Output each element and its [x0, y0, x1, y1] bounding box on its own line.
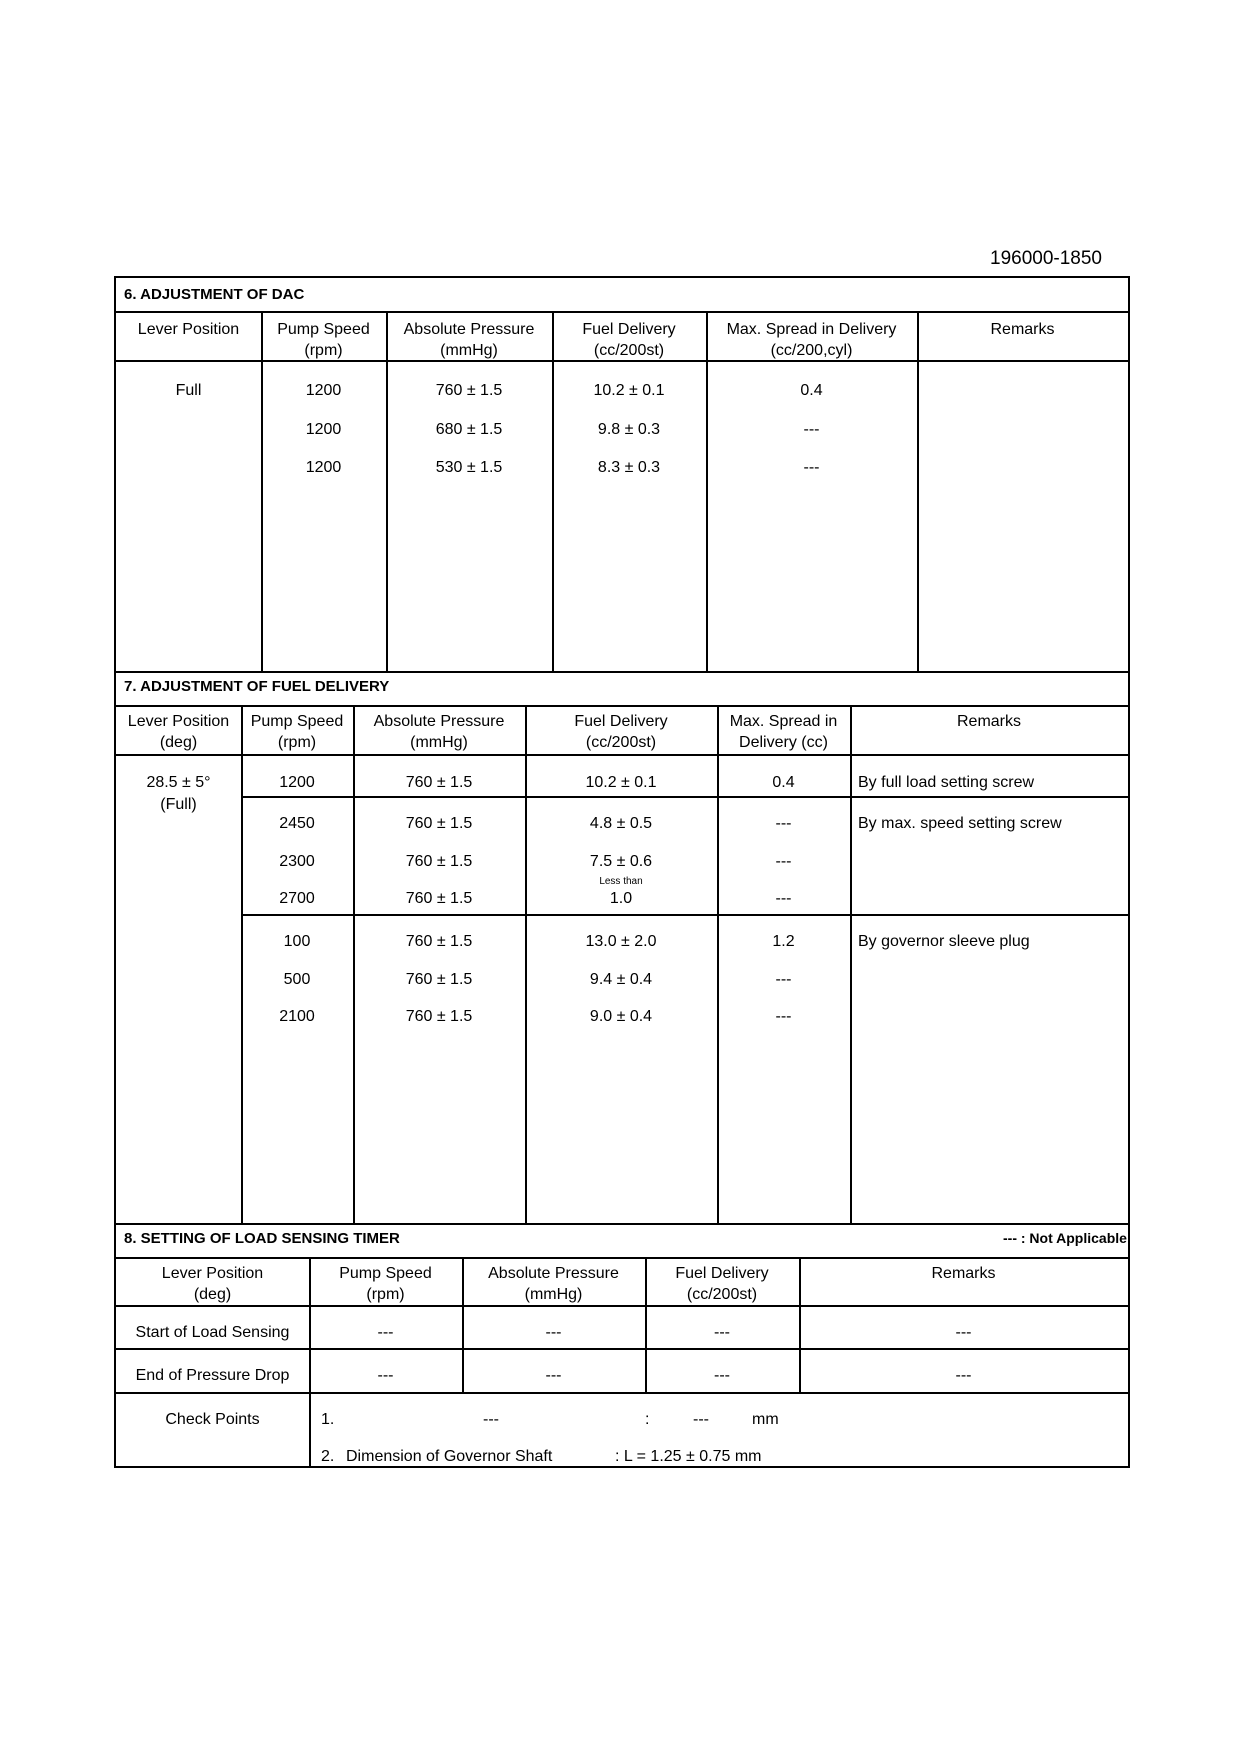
remarks-cell: By governor sleeve plug	[858, 933, 1030, 950]
absolute-pressure-cell: 760 ± 1.5	[405, 971, 473, 988]
header-lever-position: Lever Position	[137, 321, 240, 338]
column-divider	[850, 705, 852, 1223]
header-lever-position-unit: (deg)	[159, 734, 198, 751]
header-absolute-pressure: Absolute Pressure	[373, 713, 505, 730]
header-lever-position: Lever Position	[161, 1265, 264, 1282]
absolute-pressure-cell: 530 ± 1.5	[435, 459, 503, 476]
fuel-delivery-cell: 1.0	[609, 890, 633, 907]
fuel-delivery-cell: 9.0 ± 0.4	[589, 1008, 653, 1025]
divider	[116, 671, 1128, 673]
pump-speed-cell: 1200	[279, 774, 315, 791]
absolute-pressure-cell: 760 ± 1.5	[405, 853, 473, 870]
section7-title: 7. ADJUSTMENT OF FUEL DELIVERY	[124, 678, 390, 695]
remarks-cell: ---	[955, 1367, 972, 1384]
header-max-spread-unit: (cc/200,cyl)	[770, 342, 853, 359]
divider	[116, 1305, 1128, 1307]
header-pump-speed: Pump Speed	[339, 1265, 432, 1282]
remarks-cell: ---	[955, 1324, 972, 1341]
max-spread-cell: 1.2	[772, 933, 795, 950]
header-max-spread: Max. Spread in Delivery	[726, 321, 897, 338]
divider	[116, 705, 1128, 707]
absolute-pressure-cell: 760 ± 1.5	[405, 815, 473, 832]
header-absolute-pressure-unit: (mmHg)	[524, 1286, 583, 1303]
header-max-spread-unit: Delivery (cc)	[739, 734, 828, 751]
header-remarks: Remarks	[956, 713, 1021, 730]
max-spread-cell: 0.4	[800, 382, 823, 399]
fuel-delivery-cell: 13.0 ± 2.0	[585, 933, 657, 950]
header-pump-speed-unit: (rpm)	[366, 1286, 405, 1303]
check-points-label: Check Points	[165, 1411, 260, 1428]
header-max-spread: Max. Spread in	[729, 713, 838, 730]
header-absolute-pressure-unit: (mmHg)	[410, 734, 468, 751]
divider	[116, 1392, 1128, 1394]
check-point-1-number: 1.	[321, 1411, 335, 1428]
check-point-1-unit: mm	[752, 1411, 779, 1428]
group-divider	[241, 914, 1128, 916]
divider	[116, 1348, 1128, 1350]
header-fuel-delivery: Fuel Delivery	[675, 1265, 769, 1282]
fuel-delivery-cell: ---	[714, 1367, 730, 1384]
max-spread-cell: ---	[775, 890, 792, 907]
section8-title: 8. SETTING OF LOAD SENSING TIMER	[124, 1230, 400, 1247]
fuel-delivery-cell: 7.5 ± 0.6	[589, 853, 653, 870]
header-pump-speed-unit: (rpm)	[304, 342, 343, 359]
header-lever-position: Lever Position	[127, 713, 230, 730]
fuel-delivery-cell: ---	[714, 1324, 730, 1341]
column-divider	[917, 311, 919, 671]
max-spread-cell: ---	[775, 815, 792, 832]
lever-position-value: 28.5 ± 5°	[146, 774, 211, 791]
row-label: End of Pressure Drop	[135, 1367, 290, 1384]
divider	[116, 1257, 1128, 1259]
column-divider	[706, 311, 708, 671]
check-point-1-colon: :	[645, 1411, 650, 1428]
pump-speed-cell: ---	[377, 1324, 394, 1341]
group-divider	[241, 796, 1128, 798]
absolute-pressure-cell: ---	[545, 1324, 562, 1341]
pump-speed-cell: 1200	[305, 421, 342, 438]
spec-table	[114, 276, 1130, 1468]
max-spread-cell: 0.4	[772, 774, 795, 791]
fuel-delivery-cell: 8.3 ± 0.3	[597, 459, 661, 476]
header-fuel-delivery-unit: (cc/200st)	[585, 734, 657, 751]
fuel-delivery-cell: 10.2 ± 0.1	[593, 382, 665, 399]
column-divider	[552, 311, 554, 671]
header-remarks: Remarks	[990, 321, 1055, 338]
check-point-1-name: ---	[483, 1411, 499, 1428]
divider	[116, 311, 1128, 313]
section6-title: 6. ADJUSTMENT OF DAC	[124, 286, 305, 303]
divider	[116, 754, 1128, 756]
pump-speed-cell: 100	[283, 933, 311, 950]
fuel-delivery-cell: 9.4 ± 0.4	[589, 971, 653, 988]
max-spread-cell: ---	[775, 1008, 792, 1025]
fuel-delivery-cell: 4.8 ± 0.5	[589, 815, 653, 832]
fuel-delivery-cell: 9.8 ± 0.3	[597, 421, 661, 438]
max-spread-cell: ---	[803, 459, 820, 476]
max-spread-cell: ---	[775, 853, 792, 870]
column-divider	[261, 311, 263, 671]
header-absolute-pressure: Absolute Pressure	[403, 321, 535, 338]
header-absolute-pressure: Absolute Pressure	[488, 1265, 619, 1282]
absolute-pressure-cell: 760 ± 1.5	[405, 1008, 473, 1025]
remarks-cell: By full load setting screw	[858, 774, 1035, 791]
divider	[116, 1223, 1128, 1225]
pump-speed-cell: 2450	[279, 815, 315, 832]
pump-speed-cell: 1200	[305, 382, 342, 399]
row-label: Start of Load Sensing	[135, 1324, 290, 1341]
check-point-2-number: 2.	[321, 1448, 335, 1465]
absolute-pressure-cell: 680 ± 1.5	[435, 421, 503, 438]
absolute-pressure-cell: ---	[545, 1367, 562, 1384]
remarks-cell: By max. speed setting screw	[858, 815, 1062, 832]
header-remarks: Remarks	[931, 1265, 996, 1282]
pump-speed-cell: 2700	[279, 890, 315, 907]
not-applicable-legend: --- : Not Applicable	[1003, 1230, 1127, 1246]
absolute-pressure-cell: 760 ± 1.5	[435, 382, 503, 399]
check-point-2-value: : L = 1.25 ± 0.75 mm	[615, 1448, 762, 1465]
check-point-1-value: ---	[693, 1411, 709, 1428]
header-fuel-delivery: Fuel Delivery	[574, 713, 668, 730]
header-pump-speed-unit: (rpm)	[277, 734, 317, 751]
header-lever-position-unit: (deg)	[193, 1286, 232, 1303]
header-fuel-delivery-unit: (cc/200st)	[593, 342, 665, 359]
column-divider	[386, 311, 388, 671]
fuel-delivery-cell: 10.2 ± 0.1	[585, 774, 657, 791]
header-absolute-pressure-unit: (mmHg)	[440, 342, 498, 359]
header-pump-speed: Pump Speed	[277, 321, 370, 338]
header-fuel-delivery-unit: (cc/200st)	[686, 1286, 758, 1303]
pump-speed-cell: 1200	[305, 459, 342, 476]
check-point-2-name: Dimension of Governor Shaft	[346, 1448, 553, 1465]
lever-position-note: (Full)	[160, 796, 197, 813]
absolute-pressure-cell: 760 ± 1.5	[405, 890, 473, 907]
document-number: 196000-1850	[990, 248, 1102, 269]
max-spread-cell: ---	[775, 971, 792, 988]
header-fuel-delivery: Fuel Delivery	[582, 321, 676, 338]
absolute-pressure-cell: 760 ± 1.5	[405, 933, 473, 950]
max-spread-cell: ---	[803, 421, 820, 438]
pump-speed-cell: 500	[283, 971, 311, 988]
pump-speed-cell: ---	[377, 1367, 394, 1384]
pump-speed-cell: 2300	[279, 853, 315, 870]
header-pump-speed: Pump Speed	[250, 713, 344, 730]
pump-speed-cell: 2100	[279, 1008, 315, 1025]
absolute-pressure-cell: 760 ± 1.5	[405, 774, 473, 791]
fuel-delivery-note: Less than	[599, 876, 643, 887]
lever-position-value: Full	[175, 382, 202, 399]
